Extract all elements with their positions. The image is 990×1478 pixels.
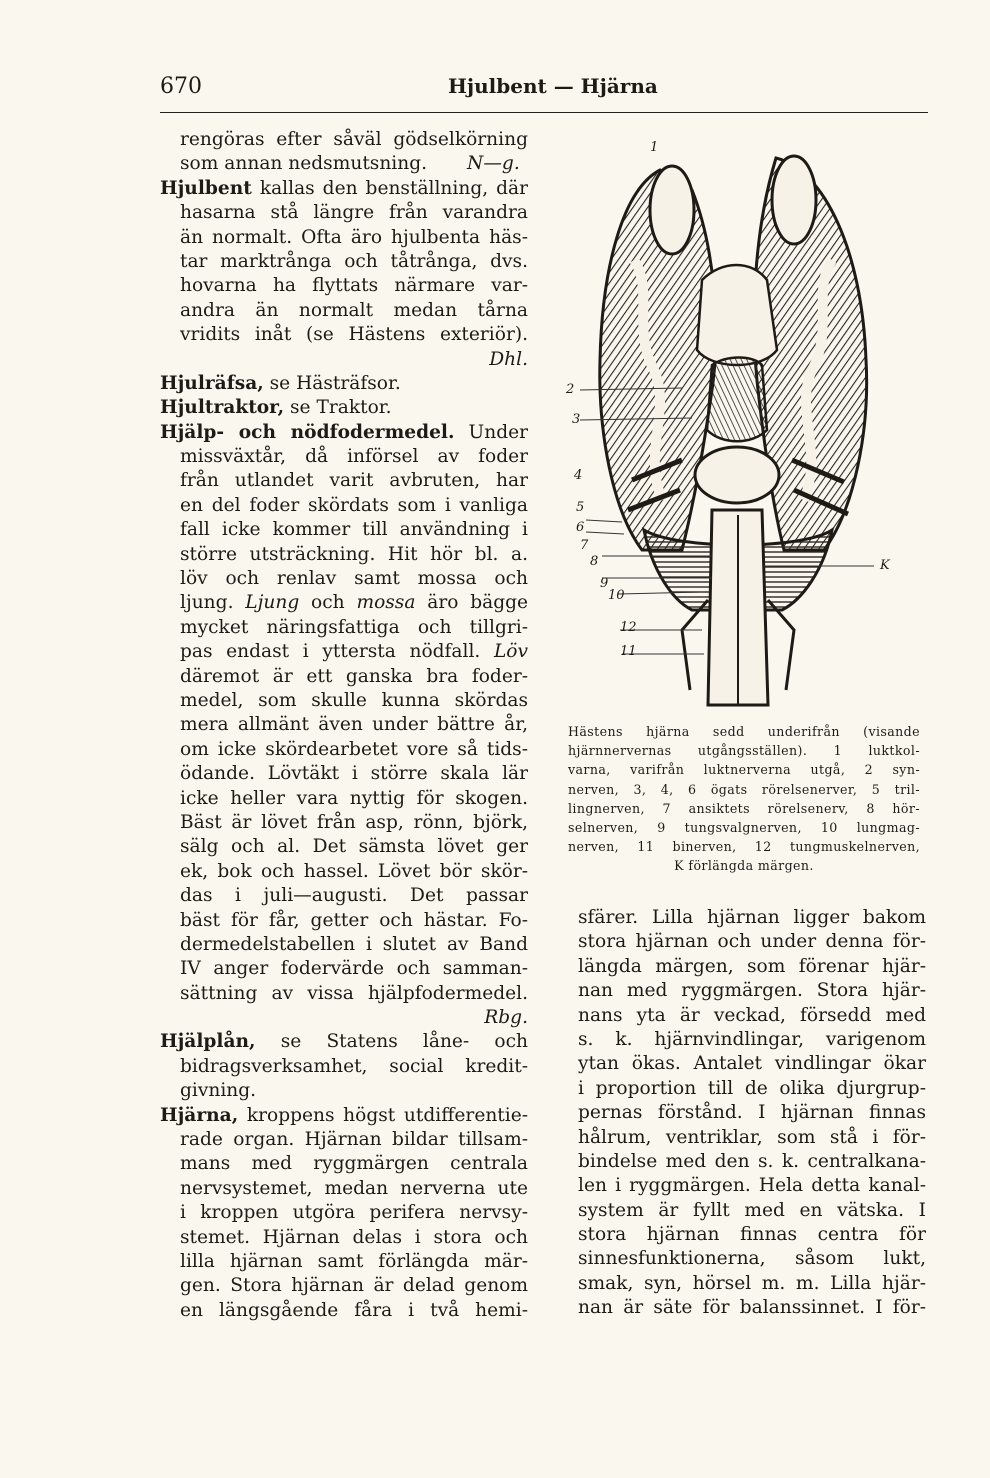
running-head: Hjulbent — Hjärna: [448, 74, 658, 98]
text-line: bidragsverksamhet, social kredit-: [180, 1055, 528, 1077]
caption-line: K förlängda märgen.: [674, 858, 814, 874]
text-line: das i juli—augusti. Det passar: [180, 885, 528, 907]
text-line: missväxtår, då införsel av foder: [180, 446, 528, 468]
text-line: lilla hjärnan samt förlängda mär-: [180, 1250, 528, 1272]
figure-label-10: 10: [608, 588, 625, 603]
signature: Dhl.: [489, 348, 528, 370]
text-line: IV anger fodervärde och samman-: [180, 958, 528, 980]
text-line: len i ryggmärgen. Hela detta kanal-: [578, 1175, 926, 1197]
text-line: medel, som skulle kunna skördas: [180, 689, 528, 711]
text-line: nan med ryggmärgen. Stora hjär-: [578, 980, 926, 1002]
text-line: mans med ryggmärgen centrala: [180, 1153, 528, 1175]
text-line: fall icke kommer till användning i: [180, 519, 528, 541]
entry-term: Hjälp- och nödfodermedel.: [160, 421, 455, 443]
entry-hjalplan: Hjälplån, se Statens låne- och: [160, 1031, 528, 1053]
figure-label-8: 8: [590, 554, 599, 569]
caption-line: hjärnnervernas utgångsställen). 1 luktkol-: [568, 743, 920, 759]
entry-hjarna: Hjärna, kroppens högst utdifferentie-: [160, 1104, 528, 1126]
text-line: givning.: [180, 1080, 257, 1102]
hypophysis-region: [707, 358, 767, 442]
text-line: som annan nedsmutsning. N—g.: [180, 153, 520, 175]
text-line: ljung. Ljung och mossa äro bägge: [180, 592, 528, 614]
text-line: nan är säte för balanssinnet. I för-: [578, 1297, 926, 1319]
caption-line: lingnerven, 7 ansiktets rörelsenerv, 8 hör-: [568, 800, 920, 816]
optic-chiasm: [697, 265, 777, 365]
caption-line: nerven, 3, 4, 6 ögats rörelsenerver, 5 tril-: [568, 781, 920, 797]
text-line: sfärer. Lilla hjärnan ligger bakom: [578, 907, 926, 928]
caption-line: Hästens hjärna sedd underifrån (visande: [568, 724, 920, 739]
text-line: hovarna ha flyttats närmare var-: [180, 275, 528, 297]
entry-term: Hjärna,: [160, 1104, 239, 1126]
text-line: längda märgen, som förenar hjär-: [578, 955, 926, 977]
signature: Rbg.: [484, 1007, 528, 1029]
text-line: andra än normalt medan tårna: [180, 299, 528, 321]
entry-term: Hjulräfsa,: [160, 372, 264, 394]
text-line: från utlandet varit avbruten, har: [180, 470, 528, 492]
text-line: bindelse med den s. k. centralkana-: [578, 1150, 926, 1172]
signature: N—g.: [467, 153, 520, 175]
brain-figure: [562, 130, 932, 710]
text-line: dermedelstabellen i slutet av Band: [180, 933, 528, 955]
olfactory-bulb-right: [772, 156, 816, 244]
right-column: [578, 906, 926, 1321]
entry-term: Hjälplån,: [160, 1031, 256, 1053]
text-line: gen. Stora hjärnan är delad genom: [180, 1275, 528, 1297]
caption-line: selnerven, 9 tungsvalgnerven, 10 lungmag-: [568, 819, 920, 835]
figure-label-4: 4: [574, 468, 583, 483]
figure-label-1: 1: [650, 140, 659, 155]
text-line: sinnesfunktionerna, såsom lukt,: [578, 1248, 926, 1270]
figure-label-2: 2: [566, 382, 575, 397]
figure-label-7: 7: [580, 538, 589, 553]
left-column: [160, 128, 528, 1323]
text-line: rengöras efter såväl gödselkörning: [180, 129, 528, 150]
text-line: en längsgående fåra i två hemi-: [180, 1299, 528, 1321]
figure-label-11: 11: [620, 644, 637, 659]
figure-label-k: K: [880, 558, 890, 573]
entry-term: Hjulbent: [160, 177, 252, 199]
text-line: system är fyllt med en vätska. I: [578, 1199, 926, 1221]
text-line: nervsystemet, medan nerverna ute: [180, 1177, 528, 1199]
text-line: pas endast i yttersta nödfall. Löv: [180, 641, 528, 663]
text-line: sälg och al. Det sämsta lövet ger: [180, 836, 528, 858]
text-line: mycket näringsfattiga och tillgri-: [180, 616, 528, 638]
entry-term: Hjultraktor,: [160, 397, 285, 419]
text-line: pernas förstånd. I hjärnan finnas: [578, 1102, 926, 1124]
entry-hjulbent: Hjulbent kallas den benställning, där: [160, 177, 528, 199]
text-line: ytan ökas. Antalet vindlingar ökar: [578, 1053, 926, 1075]
figure-caption: [568, 722, 920, 876]
text-line: en del foder skördats som i vanliga: [180, 494, 528, 516]
page-number: 670: [160, 74, 202, 99]
text-line: ek, bok och hassel. Lövet bör skör-: [180, 860, 528, 882]
entry-hjalp-och-nodfodermedel: Hjälp- och nödfodermedel. Under: [160, 421, 528, 443]
text-line: sättning av vissa hjälpfodermedel.: [180, 982, 528, 1004]
text-line: än normalt. Ofta äro hjulbenta häs-: [180, 226, 528, 248]
pons: [695, 447, 779, 503]
figure-label-9: 9: [600, 576, 609, 591]
text-line: stora hjärnan finnas centra för: [578, 1224, 926, 1246]
text-line: rade organ. Hjärnan bildar tillsam-: [180, 1129, 528, 1151]
entry-hjultraktor: Hjultraktor, se Traktor.: [160, 397, 392, 419]
figure-label-5: 5: [576, 500, 585, 515]
entry-hjulrafsa: Hjulräfsa, se Hästräfsor.: [160, 372, 401, 394]
text-line: icke heller vara nyttig för skogen.: [180, 787, 528, 809]
figure-label-12: 12: [620, 620, 637, 635]
text-line: smak, syn, hörsel m. m. Lilla hjär-: [578, 1272, 926, 1294]
caption-line: varna, varifrån luktnerverna utgå, 2 syn-: [568, 762, 920, 778]
text-line: tar marktrånga och tåtrånga, dvs.: [180, 250, 528, 272]
brainstem: [644, 510, 832, 705]
text-line: större utsträckning. Hit hör bl. a.: [180, 543, 528, 565]
page-header: [160, 74, 928, 114]
text-line: nans yta är veckad, försedd med: [578, 1004, 926, 1026]
text-line: hålrum, ventriklar, som stå i för-: [578, 1126, 926, 1148]
text-line: s. k. hjärnvindlingar, varigenom: [578, 1028, 926, 1050]
text-line: i kroppen utgöra perifera nervsy-: [180, 1202, 528, 1224]
text-line: mera allmänt även under bättre år,: [180, 714, 528, 736]
header-rule: [160, 112, 928, 113]
olfactory-bulb-left: [650, 166, 694, 254]
text-line: Bäst är lövet från asp, rönn, björk,: [180, 811, 528, 833]
text-line: ödande. Lövtäkt i större skala lär: [180, 763, 528, 785]
figure-label-6: 6: [576, 520, 585, 535]
text-line: hasarna stå längre från varandra: [180, 202, 528, 224]
text-line: om icke skördearbetet vore så tids-: [180, 738, 528, 760]
caption-line: nerven, 11 binerven, 12 tungmuskelnerven,: [568, 839, 920, 855]
text-line: i proportion till de olika djurgrup-: [578, 1077, 926, 1099]
text-line: bäst för får, getter och hästar. Fo-: [180, 909, 528, 931]
text-line: vridits inåt (se Hästens exteriör).: [180, 324, 528, 346]
brain-illustration: [562, 130, 932, 710]
text-line: däremot är ett ganska bra foder-: [180, 665, 528, 687]
text-line: stora hjärnan och under denna för-: [578, 931, 926, 953]
text-line: stemet. Hjärnan delas i stora och: [180, 1226, 528, 1248]
figure-label-3: 3: [572, 412, 581, 427]
text-line: löv och renlav samt mossa och: [180, 568, 528, 590]
